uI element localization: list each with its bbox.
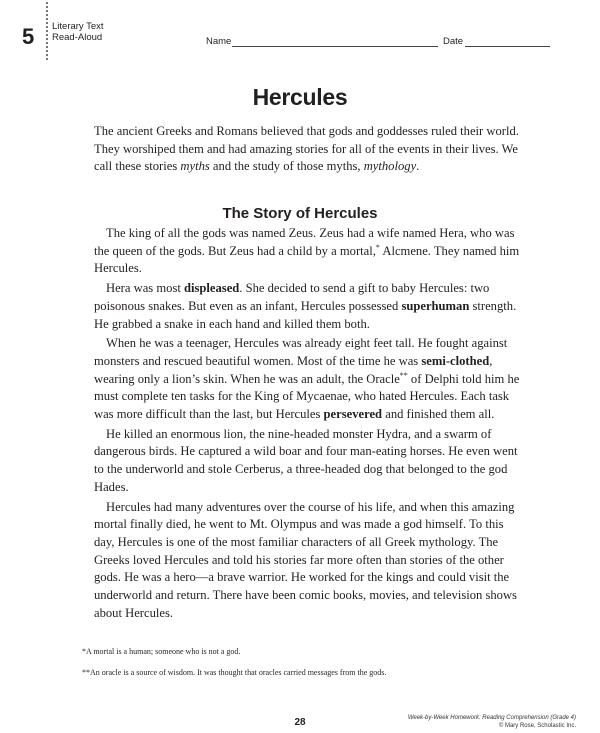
p1-text-b: Alcmene. They named him Hercules. [94, 243, 520, 276]
footnotes [82, 646, 522, 678]
story-paragraph-2 [94, 280, 524, 333]
unit-label-line-1: Literary Text [52, 21, 104, 32]
footer-credits [408, 714, 576, 730]
story-paragraph-3 [94, 335, 524, 424]
unit-label-line-2: Read-Aloud [52, 32, 103, 43]
intro-text-2: and the study of those myths, [209, 159, 364, 174]
intro-text-1: The ancient Greeks and Romans believed that gods and goddesses ruled their world. They worshiped them and had amazing stories for all of the events in their lives. We call these stories [94, 124, 519, 174]
story-body [94, 225, 524, 622]
dotted-divider [46, 2, 48, 60]
name-field-line[interactable] [232, 46, 438, 47]
vocab-word-displeased: displeased [184, 281, 240, 296]
vocab-word-persevered: persevered [323, 407, 383, 422]
vocab-word-semi-clothed: semi-clothed [421, 353, 490, 368]
page-header [0, 0, 600, 60]
name-label: Name [206, 36, 232, 47]
p3-text-b: , wearing only a lion’s skin. When he was an adult, the Oracle [94, 353, 493, 386]
date-field-line[interactable] [465, 46, 550, 47]
date-label: Date [443, 36, 464, 47]
p2-text-c: strength. He grabbed a snake in each hand and killed them both. [94, 298, 517, 331]
section-heading: The Story of Hercules [222, 205, 378, 222]
page-number: 28 [294, 717, 306, 728]
footnote-2: **An oracle is a source of wisdom. It was thought that oracles carried messages from the gods. [82, 668, 387, 677]
footnote-marker-1: * [375, 242, 380, 252]
intro-text-3: . [416, 159, 420, 174]
unit-number: 5 [22, 24, 35, 49]
footnote-marker-2: ** [399, 370, 408, 380]
story-paragraph-4: He killed an enormous lion, the nine-headed monster Hydra, and a swarm of dangerous birds. He captured a wild boar and four man-eating horses. He even went to the underworld and stole Cerberus, a three-headed dog that belonged to the god Hades. [94, 426, 518, 494]
p2-text-b: . She decided to send a gift to baby Hercules: two poisonous snakes. But even as an infant, Hercules possessed [94, 281, 490, 313]
intro-term-myths: myths [180, 159, 210, 174]
unit-label [52, 21, 104, 43]
p1-text-a: The king of all the gods was named Zeus. Zeus had a wife named Hera, who was the queen of the gods. But Zeus had a child by a mortal, [94, 226, 515, 258]
p3-text-d: and finished them all. [382, 407, 495, 422]
footnote-1: *A mortal is a human; someone who is not a god. [82, 647, 241, 656]
page-title: Hercules [252, 84, 348, 110]
story-paragraph-1 [94, 225, 524, 278]
p3-text-a: When he was a teenager, Hercules was already eight feet tall. He fought against monsters and rescued beautiful women. Most of the time he was [94, 336, 508, 368]
vocab-word-superhuman: superhuman [401, 298, 470, 313]
p3-text-c: of Delphi told him he must complete ten tasks for the King of Mycaenae, who hated Hercules. Each task was more difficult than the last, but Hercules [94, 371, 520, 422]
series-title: Week-by-Week Homework: Reading Comprehension (Grade 4) [407, 715, 576, 721]
story-paragraph-5: Hercules had many adventures over the course of his life, and when this amazing mortal finally died, he went to Mt. Olympus and was made a god himself. To this day, Hercules is one of the most familiar characters of all Greek mythology. The Greeks loved Hercules and told his stories far more often than stories of the other gods. He was a hero—a brave warrior. He worked for the kings and could visit the underworld and return. There have been comic books, movies, and television shows about Hercules. [94, 499, 517, 620]
intro-paragraph [94, 123, 519, 176]
intro-term-mythology: mythology [363, 159, 417, 174]
p2-text-a: Hera was most [106, 281, 184, 296]
copyright: © Mary Rose, Scholastic Inc. [498, 723, 576, 729]
